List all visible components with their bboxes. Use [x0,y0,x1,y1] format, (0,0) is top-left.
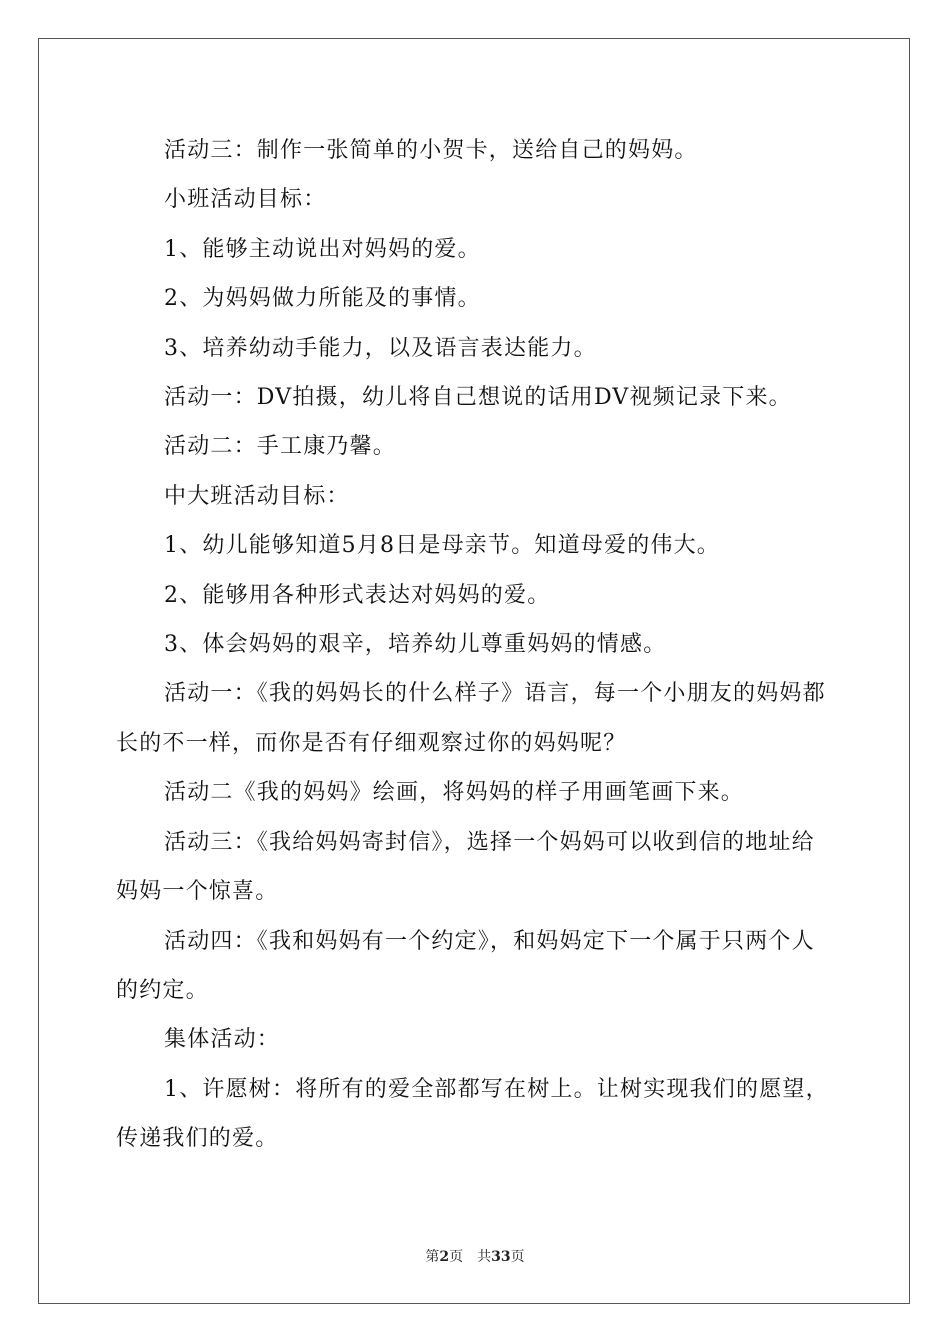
list-item: 3、培养幼动手能力，以及语言表达能力。 [164,335,597,361]
page-footer [0,1246,950,1266]
section-heading: 中大班活动目标： [164,483,350,509]
section-heading: 小班活动目标： [164,187,327,213]
total-suffix: 页 [510,1249,525,1265]
paragraph: 活动一：《我的妈妈长的什么样子》语言，每一个小朋友的妈妈都长的不一样，而你是否有仔细观察过你的妈妈呢？ [116,681,826,756]
total-prefix: 共 [477,1249,492,1265]
section-heading: 集体活动： [164,1027,281,1053]
paragraph: 活动一：DV拍摄，幼儿将自己想说的话用DV视频记录下来。 [164,385,792,411]
list-item: 2、为妈妈做力所能及的事情。 [164,286,481,312]
list-item: 1、幼儿能够知道5月8日是母亲节。知道母爱的伟大。 [164,533,720,559]
list-item: 1、许愿树：将所有的爱全部都写在树上。让树实现我们的愿望，传递我们的爱。 [116,1076,829,1152]
page-current: 2 [439,1249,450,1265]
list-item: 2、能够用各种形式表达对妈妈的爱。 [164,582,551,608]
paragraph: 活动二《我的妈妈》绘画，将妈妈的样子用画笔画下来。 [164,780,745,806]
paragraph: 活动三：制作一张简单的小贺卡，送给自己的妈妈。 [164,138,698,163]
page-prefix: 第 [425,1249,440,1265]
paragraph: 活动二：手工康乃馨。 [164,434,397,460]
list-item: 3、体会妈妈的艰辛，培养幼儿尊重妈妈的情感。 [164,632,667,658]
paragraph: 活动四：《我和妈妈有一个约定》，和妈妈定下一个属于只两个人的约定。 [116,928,815,1003]
paragraph: 活动三：《我给妈妈寄封信》，选择一个妈妈可以收到信的地址给妈妈一个惊喜。 [116,829,815,905]
page-total: 33 [491,1249,511,1265]
page-suffix: 页 [449,1249,464,1265]
list-item: 1、能够主动说出对妈妈的爱。 [164,236,481,262]
document-body [116,126,836,1164]
